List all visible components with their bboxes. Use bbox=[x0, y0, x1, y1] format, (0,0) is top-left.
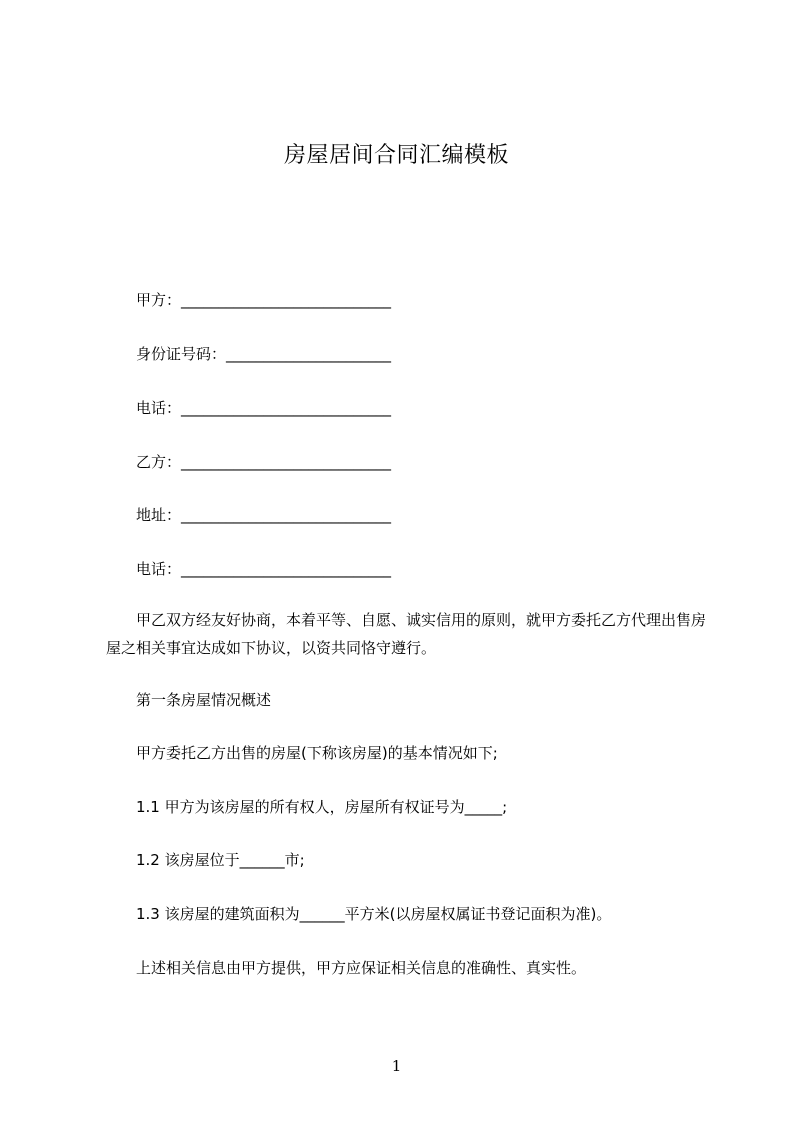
id-number-label: 身份证号码： bbox=[136, 345, 227, 363]
party-a-phone-label: 电话： bbox=[136, 399, 182, 417]
intro-paragraph: 甲乙双方经友好协商，本着平等、自愿、诚实信用的原则，就甲方委托乙方代理出售房屋之相关事宜达成如下协议，以资共同恪守遵行。 bbox=[106, 611, 707, 657]
party-b-blank: ____________________________ bbox=[181, 453, 392, 471]
party-b-label: 乙方： bbox=[136, 453, 182, 471]
party-b-phone-blank: ____________________________ bbox=[181, 560, 392, 578]
id-number-field bbox=[136, 344, 391, 364]
clause-1-1: 1.1 甲方为该房屋的所有权人，房屋所有权证号为_____; bbox=[136, 798, 508, 816]
id-number-blank: ______________________ bbox=[226, 345, 392, 363]
party-a-phone-field bbox=[136, 398, 391, 418]
address-blank: ____________________________ bbox=[181, 506, 392, 524]
closing-paragraph: 上述相关信息由甲方提供，甲方应保证相关信息的准确性、真实性。 bbox=[136, 959, 587, 977]
party-a-phone-blank: ____________________________ bbox=[181, 399, 392, 417]
clause-1-2: 1.2 该房屋位于______市; bbox=[136, 851, 305, 869]
party-a-field bbox=[136, 290, 391, 310]
party-b-phone-label: 电话： bbox=[136, 560, 182, 578]
document-title: 房屋居间合同汇编模板 bbox=[283, 143, 509, 168]
party-a-label: 甲方： bbox=[136, 291, 182, 309]
address-field bbox=[136, 505, 391, 525]
address-label: 地址： bbox=[136, 506, 182, 524]
party-a-blank: ____________________________ bbox=[181, 291, 392, 309]
article-1-lead: 甲方委托乙方出售的房屋(下称该房屋)的基本情况如下; bbox=[136, 744, 498, 762]
article-1-heading: 第一条房屋情况概述 bbox=[136, 691, 272, 709]
clause-1-3: 1.3 该房屋的建筑面积为______平方米(以房屋权属证书登记面积为准)。 bbox=[136, 905, 612, 923]
page-number: 1 bbox=[391, 1057, 402, 1075]
party-b-phone-field bbox=[136, 559, 391, 579]
party-b-field bbox=[136, 452, 391, 472]
